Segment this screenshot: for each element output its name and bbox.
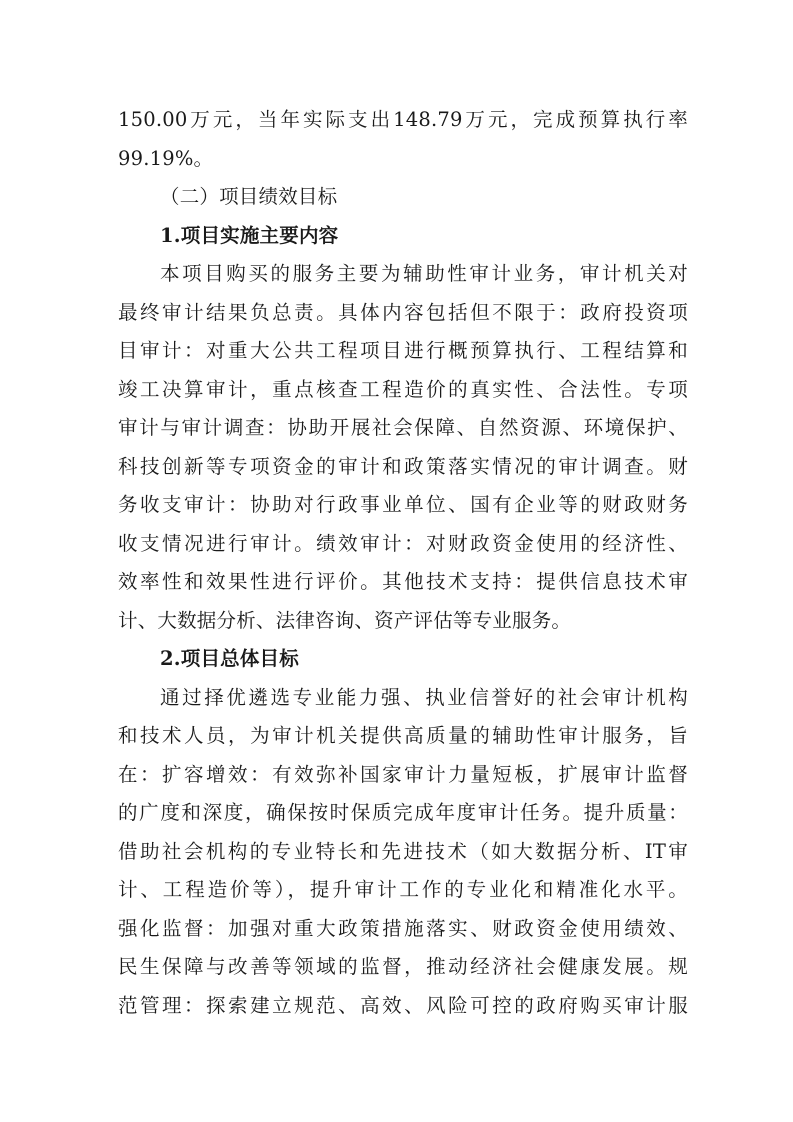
body-text-line: 计、工程造价等），提升审计工作的专业化和精准化水平。 (118, 878, 688, 901)
body-text-line: 最终审计结果负总责。具体内容包括但不限于：政府投资项 (118, 300, 688, 324)
body-text-line: 99.19%。 (118, 146, 214, 170)
body-text-line: 150.00万元，当年实际支出148.79万元，完成预算执行率 (118, 108, 688, 131)
body-text-line: 的广度和深度，确保按时保质完成年度审计任务。提升质量： (118, 801, 688, 824)
section-subheading: （二）项目绩效目标 (160, 185, 338, 208)
document-body (118, 101, 688, 1025)
body-text-line: 范管理：探索建立规范、高效、风险可控的政府购买审计服 (118, 993, 688, 1017)
body-text-line: 民生保障与改善等领域的监督，推动经济社会健康发展。规 (118, 955, 688, 978)
body-text-line: 目审计：对重大公共工程项目进行概预算执行、工程结算和 (118, 339, 688, 362)
paragraph-start-line: 本项目购买的服务主要为辅助性审计业务，审计机关对 (160, 262, 688, 285)
body-text-line: 审计与审计调查：协助开展社会保障、自然资源、环境保护、 (118, 416, 688, 439)
paragraph-start-line: 通过择优遴选专业能力强、执业信誉好的社会审计机构 (160, 685, 688, 709)
body-text-line: 效率性和效果性进行评价。其他技术支持：提供信息技术审 (118, 570, 688, 593)
body-text-line: 科技创新等专项资金的审计和政策落实情况的审计调查。财 (118, 454, 688, 478)
body-text-line: 竣工决算审计，重点核查工程造价的真实性、合法性。专项 (118, 377, 688, 401)
body-text-line: 收支情况进行审计。绩效审计：对财政资金使用的经济性、 (118, 531, 688, 555)
body-text-line: 务收支审计：协助对行政事业单位、国有企业等的财政财务 (118, 493, 688, 516)
body-text-line: 计、大数据分析、法律咨询、资产评估等专业服务。 (118, 608, 572, 632)
body-text-line: 和技术人员，为审计机关提供高质量的辅助性审计服务，旨 (118, 724, 688, 747)
body-text-line: 在：扩容增效：有效弥补国家审计力量短板，扩展审计监督 (118, 762, 688, 786)
body-text-line: 强化监督：加强对重大政策措施落实、财政资金使用绩效、 (118, 916, 688, 940)
section-heading-implementation: 1.项目实施主要内容 (160, 223, 339, 247)
body-text-line: 借助社会机构的专业特长和先进技术（如大数据分析、IT审 (118, 839, 688, 863)
section-heading-overall-goal: 2.项目总体目标 (160, 647, 299, 670)
